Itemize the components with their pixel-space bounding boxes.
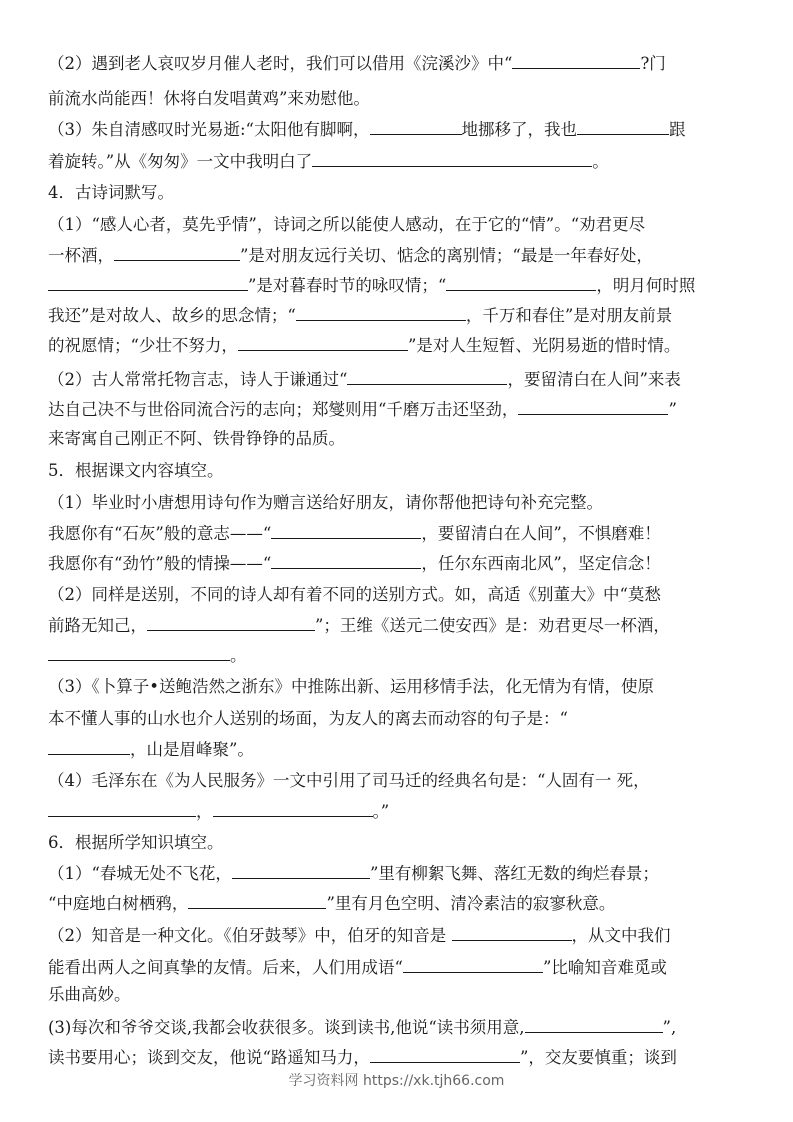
answer-blank[interactable] [271, 522, 421, 539]
text-segment: ，千万和春住”是对朋友前景 [465, 306, 673, 325]
text-segment: （2）遇到老人哀叹岁月催人老时，我们可以借用《浣溪沙》中“ [48, 54, 513, 73]
text-segment: （2）同样是送别，不同的诗人却有着不同的送别方式。如，高适《别董大》中“莫愁 [48, 585, 661, 604]
text-segment: ”比喻知音难觅或 [542, 958, 667, 977]
answer-blank[interactable] [312, 150, 592, 167]
text-line [48, 334, 680, 357]
text-line [48, 182, 174, 204]
text-line [48, 832, 224, 854]
text-segment: ”, [662, 1018, 677, 1037]
answer-blank[interactable] [48, 738, 130, 755]
text-line [48, 924, 671, 947]
answer-blank[interactable] [296, 304, 466, 321]
text-segment: ，从文中我们 [571, 926, 671, 945]
text-line [48, 862, 659, 885]
text-segment: 我愿你有“石灰”般的意志——“ [48, 524, 272, 543]
text-segment: ”，交友要慎重；谈到 [519, 1048, 677, 1067]
text-segment: ”是对朋友远行关切、惦念的离别情；“最是一年春好处， [240, 246, 653, 265]
text-segment: 达自己决不与世俗同流合污的志向；郑燮则用“千磨万击还坚劲， [48, 400, 519, 419]
answer-blank[interactable] [577, 118, 669, 135]
text-segment: 前流水尚能西！休将白发唱黄鸡”来劝慰他。 [48, 89, 370, 108]
answer-blank[interactable] [48, 274, 248, 291]
text-segment: ，明月何时照 [596, 276, 696, 295]
answer-blank[interactable] [452, 924, 572, 941]
text-line [48, 428, 345, 450]
text-segment: ”是对人生短暂、光阴易逝的惜时情。 [407, 336, 681, 355]
text-line [48, 88, 370, 110]
text-segment: ”；王维《送元二使安西》是：劝君更尽一杯酒， [315, 616, 670, 635]
text-segment: 着旋转。”从《匆匆》一文中我明白了 [48, 152, 313, 171]
text-segment: 读书要用心；谈到交友，他说“路遥知马力， [48, 1048, 370, 1067]
answer-blank[interactable] [188, 892, 326, 909]
answer-blank[interactable] [48, 644, 230, 661]
text-line [48, 892, 615, 915]
answer-blank[interactable] [147, 614, 315, 631]
text-line [48, 492, 603, 514]
text-segment: 本不懂人事的山水也介人送别的场面，为友人的离去而动容的句子是：“ [48, 709, 568, 728]
text-segment: 我还”是对故人、故乡的思念情；“ [48, 306, 296, 325]
answer-blank[interactable] [238, 334, 408, 351]
answer-blank[interactable] [512, 52, 640, 69]
text-segment: （3）朱自清感叹时光易逝:“太阳他有脚啊， [48, 120, 370, 139]
text-line [48, 956, 667, 979]
text-line [48, 800, 389, 823]
text-line [48, 770, 650, 792]
text-line [48, 150, 609, 173]
text-line [48, 584, 661, 606]
text-segment: （4）毛泽东在《为人民服务》一文中引用了司马迁的经典名句是：“人固有一 死， [48, 771, 650, 790]
answer-blank[interactable] [114, 244, 240, 261]
text-line [48, 244, 653, 267]
text-line [48, 52, 666, 75]
text-segment: 前路无知己， [48, 616, 147, 635]
text-segment: ， [196, 802, 213, 821]
answer-blank[interactable] [370, 1046, 520, 1063]
text-segment: 。 [592, 152, 609, 171]
text-segment: （1）毕业时小唐想用诗句作为赠言送给好朋友，请你帮他把诗句补充完整。 [48, 493, 603, 512]
text-line [48, 460, 224, 482]
text-line [48, 1016, 676, 1039]
text-segment: ?门 [640, 54, 666, 73]
answer-blank[interactable] [232, 862, 370, 879]
text-segment: 一杯酒， [48, 246, 114, 265]
text-line [48, 738, 254, 761]
text-segment: (3)每次和爷爷交谈,我都会收获很多。谈到读书,他说“读书须用意, [48, 1018, 525, 1037]
text-segment: （2）知音是一种文化。《伯牙鼓琴》中，伯牙的知音是 [48, 926, 452, 945]
text-segment: ”是对暮春时节的咏叹情；“ [248, 276, 447, 295]
text-line [48, 708, 568, 730]
text-segment: 来寄寓自己刚正不阿、铁骨铮铮的品质。 [48, 429, 345, 448]
text-segment: 乐曲高妙。 [48, 985, 131, 1004]
text-segment: 。 [230, 646, 247, 665]
answer-blank[interactable] [446, 274, 596, 291]
text-segment: ，山是眉峰聚”。 [130, 740, 254, 759]
text-segment: （1）“春城无处不飞花， [48, 864, 232, 883]
answer-blank[interactable] [48, 800, 196, 817]
text-segment: 4．古诗词默写。 [48, 183, 174, 202]
answer-blank[interactable] [518, 398, 668, 415]
text-line [48, 398, 677, 421]
text-line [48, 304, 672, 327]
text-segment: ”里有月色空明、清冷素洁的寂寥秋意。 [326, 894, 616, 913]
text-line [48, 552, 661, 575]
text-segment: （2）古人常常托物言志，诗人于谦通过“ [48, 370, 348, 389]
text-segment: 6．根据所学知识填空。 [48, 833, 224, 852]
text-line [48, 1046, 677, 1069]
text-line [48, 614, 670, 637]
answer-blank[interactable] [525, 1016, 663, 1033]
text-segment: “中庭地白树栖鸦， [48, 894, 189, 913]
text-segment: 跟 [669, 120, 686, 139]
answer-blank[interactable] [370, 118, 462, 135]
text-segment: 。” [372, 802, 390, 821]
text-line [48, 676, 654, 698]
text-line [48, 274, 695, 297]
text-segment: ” [668, 400, 677, 419]
text-line [48, 118, 686, 141]
text-segment: 的祝愿情；“少壮不努力， [48, 336, 238, 355]
text-segment: 地挪移了，我也 [461, 120, 577, 139]
text-line [48, 368, 681, 391]
answer-blank[interactable] [213, 800, 373, 817]
text-segment: ，任尔东西南北风”，坚定信念！ [421, 554, 661, 573]
answer-blank[interactable] [271, 552, 421, 569]
text-segment: 我愿你有“劲竹”般的情操——“ [48, 554, 272, 573]
text-line [48, 522, 661, 545]
footer-watermark: 学习资料网 https://xk.tjh66.com [288, 1073, 505, 1089]
text-line [48, 984, 131, 1006]
text-segment: 5．根据课文内容填空。 [48, 461, 224, 480]
answer-blank[interactable] [347, 368, 507, 385]
text-line [48, 644, 247, 667]
text-segment: ，要留清白在人间”，不惧磨难！ [421, 524, 661, 543]
answer-blank[interactable] [403, 956, 543, 973]
text-segment: ”里有柳絮飞舞、落红无数的绚烂春景； [369, 864, 659, 883]
text-line [48, 214, 645, 236]
text-segment: （1）“感人心者，莫先乎情”，诗词之所以能使人感动，在于它的“情”。“劝君更尽 [48, 215, 646, 234]
text-segment: ，要留清白在人间”来表 [507, 370, 681, 389]
text-segment: 能看出两人之间真挚的友情。后来，人们用成语“ [48, 958, 403, 977]
text-segment: （3）《卜算子•送鲍浩然之浙东》中推陈出新、运用移情手法，化无情为有情，使原 [48, 677, 654, 696]
